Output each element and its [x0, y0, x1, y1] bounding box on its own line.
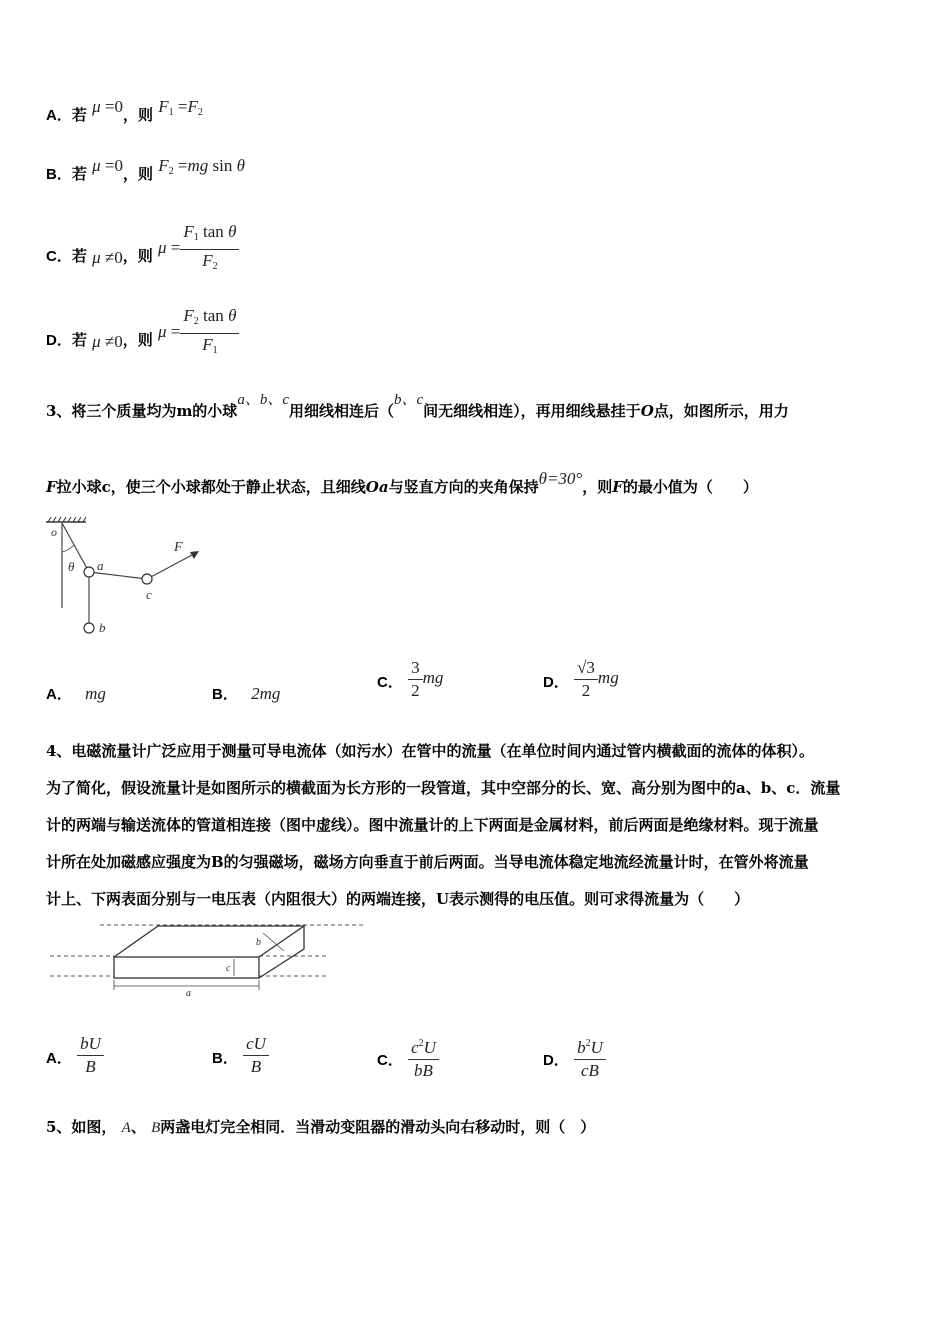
- label-c: c: [146, 587, 152, 602]
- q2-option-b: B．若 μ =0，则 $F_2 =mg$ sin θ: [46, 156, 245, 183]
- label-c: c: [226, 963, 231, 974]
- q5-line: 5、如图， A、 B两盏电灯完全相同．当滑动变阻器的滑动头向右移动时，则（ ）: [46, 1118, 596, 1136]
- label-b: b: [256, 937, 261, 948]
- q3-option-b: B． 2mg: [212, 684, 281, 703]
- ball-a: [84, 567, 94, 577]
- label-a: a: [186, 988, 191, 999]
- q4-line-3: 计的两端与输送流体的管道相连接（图中虚线）。图中流量计的上下两面是金属材料，前后两面是绝缘材料。现于流量: [46, 816, 819, 834]
- q3-line-1: 3、将三个质量均为m的小球a、b、c用细线相连后（b、c间无细线相连），再用细线悬挂于O点，如图所示，用力: [46, 392, 789, 420]
- q2-option-d: D．若 μ ≠0，则 μ = $\frac{F_2 \tan \theta}{F_1}$: [46, 306, 239, 361]
- q4-option-c: C． $\frac{c^2U}{bB}$: [377, 1034, 439, 1081]
- label-F: F: [174, 540, 183, 555]
- q4-option-b: B． $\frac{cU}{B}$: [212, 1034, 269, 1077]
- q4-line-4: 计所在处加磁感应强度为B的匀强磁场，磁场方向垂直于前后两面。当导电流体稳定地流经流量计时，在管外将流量: [46, 853, 809, 871]
- balls-bc: b、c: [394, 392, 424, 408]
- q3-figure: [42, 516, 212, 641]
- q3-option-a: A． mg: [46, 684, 106, 703]
- q4-line-5: 计上、下两表面分别与一电压表（内阻很大）的两端连接，U表示测得的电压值。则可求得流量为（ ）: [46, 890, 750, 908]
- q3-option-c: C． $\frac{3}{2}$ mg: [377, 658, 444, 700]
- formula-mu-f1tan-over-f2: μ = $\frac{F_1 \tan \theta}{F_2}$: [158, 238, 239, 257]
- label-a: a: [97, 558, 104, 573]
- q4-option-a: A． $\frac{bU}{B}$: [46, 1034, 104, 1077]
- formula-f1-eq-f2: $F_1 =F_2$: [158, 97, 203, 118]
- q2-option-a: A．若 μ =0，则 $F_1 =F_2$: [46, 97, 203, 124]
- formula-mu-neq-0: μ ≠0: [92, 332, 123, 352]
- formula-mu-f2tan-over-f1: μ = $\frac{F_2 \tan \theta}{F_1}$: [158, 322, 239, 341]
- q3-option-d: D． $\frac{√3}{2}$ mg: [543, 658, 619, 700]
- formula-mu-eq-0: μ =0: [92, 156, 123, 175]
- q3-line-2: F拉小球c，使三个小球都处于静止状态，且细线Oa与竖直方向的夹角保持θ=30°，则F的最小值为（ ）: [46, 469, 758, 496]
- formula-mu-neq-0: μ ≠0: [92, 248, 123, 268]
- label-b: b: [99, 620, 106, 635]
- formula-mu-eq-0: μ =0: [92, 97, 123, 116]
- label-theta: θ: [68, 559, 75, 574]
- label-o: o: [51, 525, 57, 539]
- formula-f2-mg-sin: $F_2 =mg$ sin θ: [158, 156, 245, 177]
- q4-figure: [46, 920, 376, 1000]
- theta-30: θ=30°: [538, 469, 583, 488]
- option-label: A．: [46, 107, 72, 124]
- q4-line-2: 为了简化，假设流量计是如图所示的横截面为长方形的一段管道，其中空部分的长、宽、高分别为图中的a、b、c．流量: [46, 779, 841, 797]
- q2-option-c: C．若 μ ≠0，则 μ = $\frac{F_1 \tan \theta}{F_2}$: [46, 222, 239, 277]
- q4-option-d: D． $\frac{b^2U}{cB}$: [543, 1034, 606, 1081]
- ball-b: [84, 623, 94, 633]
- balls-abc: a、b、c: [237, 392, 289, 408]
- ball-c: [142, 574, 152, 584]
- q4-line-1: 4、电磁流量计广泛应用于测量可导电流体（如污水）在管中的流量（在单位时间内通过管内横截面的流体的体积）。: [46, 742, 814, 760]
